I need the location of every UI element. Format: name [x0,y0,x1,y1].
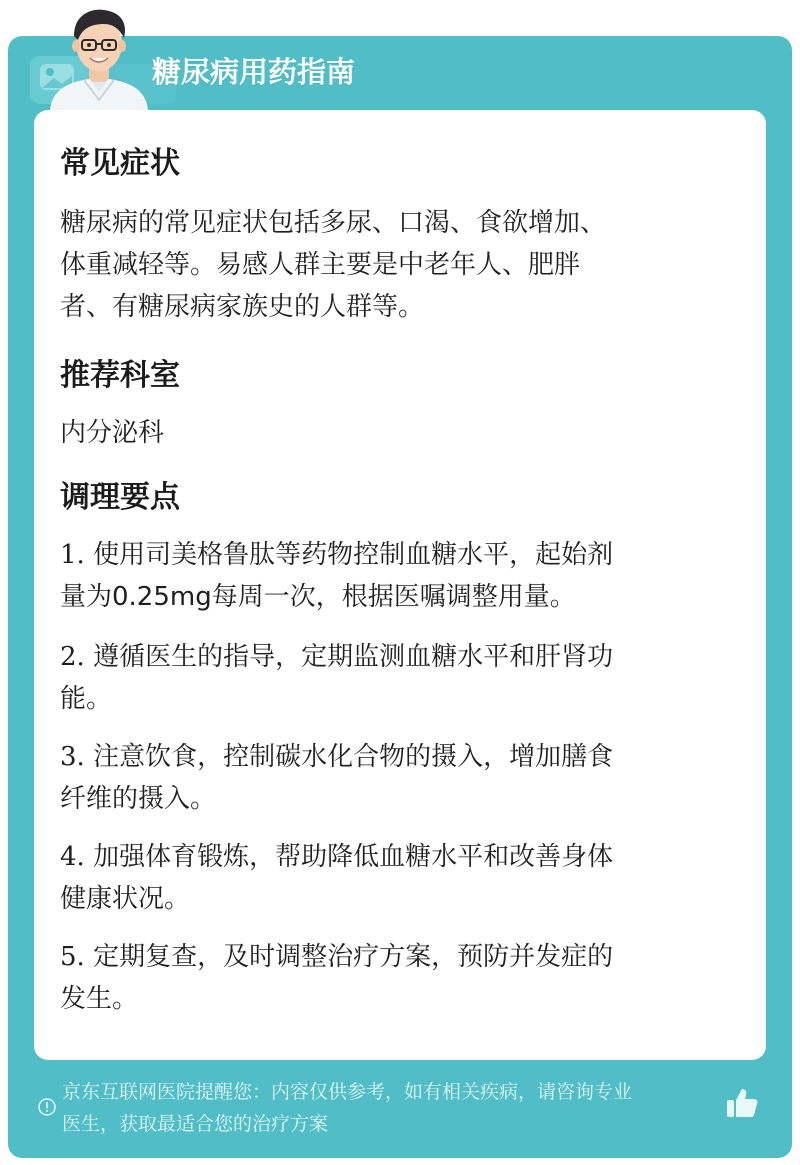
care-item-number: 3. [60,742,85,772]
section-title-department: 推荐科室 [60,358,180,393]
care-item-number: 5. [60,942,85,972]
care-item-number: 4. [60,842,85,872]
page-title: 糖尿病用药指南 [152,55,356,89]
content-card [34,110,766,1060]
symptoms-line: 糖尿病的常见症状包括多尿、口渴、食欲增加、 [60,208,607,238]
care-item-text: 量为0.25mg每周一次，根据医嘱调整用量。 [60,582,576,612]
care-item-number: 2. [60,642,85,672]
care-item [60,836,730,920]
care-item-text: 加强体育锻炼，帮助降低血糖水平和改善身体 [93,842,614,872]
disclaimer-line: 医生，获取最适合您的治疗方案 [62,1113,329,1135]
care-item [60,534,730,618]
care-item-text: 发生。 [60,984,139,1014]
care-item-number: 1. [60,540,85,570]
doctor-avatar-icon [44,6,154,110]
care-item-text: 注意饮食，控制碳水化合物的摄入，增加膳食 [93,742,614,772]
section-title-symptoms: 常见症状 [60,146,180,181]
care-item-text: 纤维的摄入。 [60,784,217,814]
symptoms-line: 体重减轻等。易感人群主要是中老年人、肥胖 [60,250,581,280]
department-value: 内分泌科 [60,418,165,448]
care-item [60,736,730,820]
disclaimer-line: 京东互联网医院提醒您：内容仅供参考，如有相关疾病，请咨询专业 [62,1081,633,1103]
care-item [60,936,730,1020]
disclaimer-text [36,1076,726,1140]
care-item-text: 能。 [60,684,113,714]
care-item [60,636,730,720]
symptoms-line: 者、有糖尿病家族史的人群等。 [60,292,425,322]
symptoms-text [60,202,730,328]
care-item-text: 使用司美格鲁肽等药物控制血糖水平，起始剂 [93,540,614,570]
care-item-text: 遵循医生的指导，定期监测血糖水平和肝肾功 [93,642,614,672]
thumbs-up-icon[interactable] [724,1085,760,1121]
section-title-care: 调理要点 [60,480,180,515]
care-item-text: 健康状况。 [60,884,191,914]
care-item-text: 定期复查，及时调整治疗方案，预防并发症的 [93,942,614,972]
